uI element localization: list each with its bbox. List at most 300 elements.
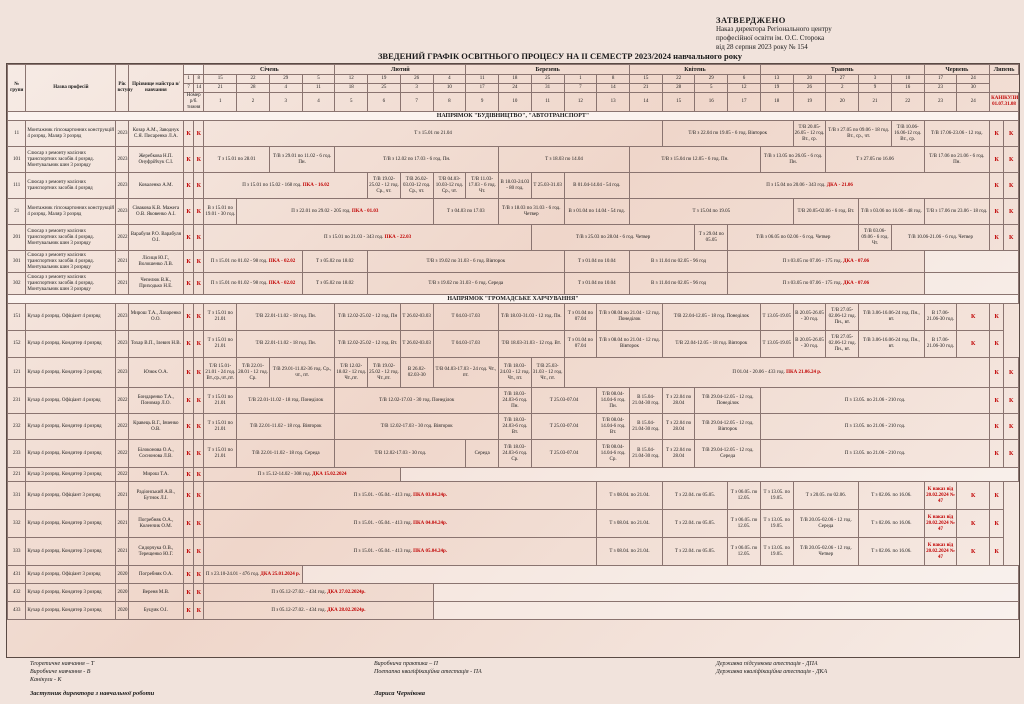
holiday-mark: К [194, 199, 204, 225]
table-row [8, 304, 1019, 331]
schedule-cell [204, 538, 597, 566]
holiday-order: К наказ від 20.02.2024 № 47 [924, 510, 957, 538]
schedule-cell: Т/В з 18.03 по 31.03 - 6 год. Четвер [499, 199, 564, 225]
holiday-mark: К [183, 147, 193, 173]
year: 2020 [116, 602, 128, 620]
holiday-mark: К [194, 602, 204, 620]
month-header: Лютий [335, 65, 466, 75]
sunday-date: 5 [695, 84, 728, 93]
schedule-cell: Т з 15.01 по 21.01 [204, 304, 237, 331]
schedule-cell: В 18.03-24.03 - 80 год. [499, 173, 532, 199]
year: 2023 [116, 358, 128, 388]
month-header: Липень [990, 65, 1019, 75]
sunday-date: 9 [859, 84, 892, 93]
schedule-cell: Т з 01.04 по 07.04 [564, 304, 597, 331]
schedule-cell: Т/В 17.06 по 21.06 - 6 год. Пн. [924, 147, 989, 173]
masters: Буцуяк О.І. [128, 602, 183, 620]
schedule-cell: Т/В з 08.04 по 21.04 - 12 год. Понеділок [597, 304, 662, 331]
year: 2022 [116, 225, 128, 251]
sunday-date: 2 [826, 84, 859, 93]
schedule-cell: Середа [466, 440, 499, 468]
holiday-mark: К [990, 388, 1004, 414]
group-number: 231 [8, 388, 26, 414]
group-number: 331 [8, 482, 26, 510]
monday-date: 4 [433, 75, 466, 84]
schedule-cell: Т з 27.05 по 16.06 [826, 147, 924, 173]
monday-date: 11 [466, 75, 499, 84]
group-number: 431 [8, 566, 26, 584]
holiday-mark: К [194, 331, 204, 358]
holiday-mark: К [1004, 121, 1019, 147]
schedule-cell [204, 566, 302, 584]
week-number: 24 [957, 93, 990, 112]
masters: Кравець В.Г., Івченко О.В. [128, 414, 183, 440]
masters: Чепелюк В.К., Приходько Н.Е. [128, 273, 183, 295]
schedule-text: П з 15.01 по 21.03 - 343 год. [324, 234, 384, 240]
holiday-mark: К [1004, 414, 1019, 440]
attestation-date: ПКА - 02.02 [268, 280, 296, 286]
holiday-mark: К [990, 304, 1004, 331]
legend-right [716, 660, 827, 676]
schedule-cell: Т з 06.05. по 12.05. [728, 510, 761, 538]
schedule-cell: В 26.02-02.03-30 [400, 358, 433, 388]
attestation-date: ДКА 27.02.2024р. [327, 589, 366, 595]
schedule-text: П з 15.01 по 01.02 - 98 год. [210, 280, 268, 286]
profession-name: Кухар 4 розряд. Офіціант 3 розряд [26, 482, 116, 510]
holiday-mark: К [990, 147, 1004, 173]
group-number: 201 [8, 225, 26, 251]
schedule-cell: Т/В 20.05-02.06 - 6 год. Вт. [793, 199, 858, 225]
masters: Козар А.М., Заводнук С.Я. Писаренко Л.А. [128, 121, 183, 147]
table-row [8, 331, 1019, 358]
holiday-mark: К [183, 251, 193, 273]
sunday-date: 30 [957, 84, 990, 93]
holiday-mark: К [183, 225, 193, 251]
attestation-date: ПКА 03.04.24р. [413, 492, 448, 498]
table-row [8, 584, 1019, 602]
masters: Жеребкова Н.П. Онуфрійчук С.І. [128, 147, 183, 173]
holiday-mark: К [183, 388, 193, 414]
table-row [8, 173, 1019, 199]
masters: Тохар В.П., Ілевич Н.В. [128, 331, 183, 358]
masters: Мирош Т.А., Лазаренко О.О. [128, 304, 183, 331]
sunday-date: 3 [400, 84, 433, 93]
holiday-mark: К [957, 482, 990, 510]
schedule-cell: Т/В 19.02-25.02 - 12 год. Чт.,пт. [368, 358, 401, 388]
profession-name: Кухар 4 розряд. Офіціант 3 розряд [26, 566, 116, 584]
schedule-cell: Т/В з 13.05 по 26.05 - 6 год. Пн. [760, 147, 825, 173]
schedule-cell: Т/В 27.05-02.06-12 год. Пн., вт. [826, 304, 859, 331]
schedule-cell: В з 15.01 по 19.01 - 30 год. [204, 199, 237, 225]
group-number: 121 [8, 358, 26, 388]
schedule-text: П з 15.01 по 15.02 - 168 год. [242, 182, 302, 188]
monday-date: 12 [335, 75, 368, 84]
schedule-cell: Т з 08.04. по 21.04. [597, 510, 662, 538]
attestation-date: ПКА - 16.02 [302, 182, 330, 188]
monday-date: 8 [194, 75, 204, 84]
monday-date: 18 [499, 75, 532, 84]
attestation-date: ПКА - 01.03 [351, 208, 379, 214]
schedule-cell: Т з 15.01 по 21.01 [204, 440, 237, 468]
holiday-mark: К [183, 358, 193, 388]
year: 2021 [116, 251, 128, 273]
attestation-date: ПКА 04.04.24р. [413, 520, 448, 526]
table-row [8, 273, 1019, 295]
table-row [8, 468, 1019, 482]
schedule-cell: Т/В з 03.06 по 16.06 - 48 год. [859, 199, 925, 225]
holiday-mark: К [194, 414, 204, 440]
year: 2023 [116, 121, 128, 147]
profession-name: Кухар 4 розряд. Кондитер 4 розряд [26, 440, 116, 468]
schedule-cell: Т з 02.06. по 16.06. [859, 538, 925, 566]
schedule-cell: П з 13.05. по 21.06 - 210 год. [760, 414, 989, 440]
schedule-cell: В з 11.04 по 02.05 - 96 год [629, 251, 727, 273]
group-number: 302 [8, 273, 26, 295]
approval-line: Наказ директора Регіонального центру [716, 25, 832, 33]
holiday-mark: К [1004, 173, 1019, 199]
monday-date: 1 [564, 75, 597, 84]
schedule-text: П 01.04 - 20.06 - 433 год. [732, 369, 785, 375]
schedule-cell: Т з 29.04 по 05.05 [695, 225, 728, 251]
sunday-date: 17 [466, 84, 499, 93]
week-number: 7 [400, 93, 433, 112]
table-row [8, 225, 1019, 251]
year: 2021 [116, 273, 128, 295]
week-number: 3 [269, 93, 302, 112]
monday-date: 13 [760, 75, 793, 84]
schedule-cell: Т/В 22.04-12.05 - 18 год. Вівторок [662, 331, 760, 358]
schedule-text: П з 03.05 по 07.06 - 175 год. [782, 258, 842, 264]
sunday-date: 28 [237, 84, 270, 93]
year: 2020 [116, 584, 128, 602]
schedule-cell: Т з 01.04 по 10.04 [564, 251, 629, 273]
approval-title: ЗАТВЕРДЖЕНО [716, 15, 786, 25]
schedule-cell: Т/В 22.01-11.02 - 18 год. Середа [237, 440, 335, 468]
schedule-cell [204, 225, 531, 251]
schedule-text: П з 05.12-27.02. - 434 год. [271, 607, 326, 613]
monday-date: 15 [629, 75, 662, 84]
col-masters: Прізвище майстра в/навчання [128, 65, 183, 112]
masters: Радіонський А.В., Бутнок Л.І. [128, 482, 183, 510]
year: 2022 [116, 414, 128, 440]
schedule-cell: Т з 08.04. по 21.04. [597, 482, 662, 510]
holiday-mark: К [183, 440, 193, 468]
schedule-cell: Т/В 03.06-09.06 - 6 год. Чт. [859, 225, 892, 251]
year: 2021 [116, 482, 128, 510]
schedule-cell: Т/В 29.01-11.02-36 год. Ср., чт., пт. [269, 358, 334, 388]
attestation-date: ДКА - 07.06 [843, 258, 870, 264]
schedule-cell: Т/В з 25.03 по 28.04 - 6 год. Четвер [531, 225, 695, 251]
schedule-cell: Т/В з 17.06 по 23.06 - 18 год. [924, 199, 989, 225]
schedule-cell [204, 482, 597, 510]
holiday-mark: К [990, 173, 1004, 199]
table-row [8, 414, 1019, 440]
table-row [8, 121, 1019, 147]
holiday-mark: К [194, 510, 204, 538]
attestation-date: ДКА - 21.06 [826, 182, 853, 188]
schedule-cell: Т з 22.04 по 28.04 [662, 440, 695, 468]
masters: Бондаренко Т.А., Пономар Л.О. [128, 388, 183, 414]
holiday-mark: К [990, 358, 1004, 388]
schedule-cell: Т 25.03-31.03 [531, 173, 564, 199]
holiday-mark: К [183, 566, 193, 584]
schedule-cell: Т/В 18.03-24.03 - 12 год. Чт., пт. [499, 358, 532, 388]
holiday-mark: К [183, 121, 193, 147]
monday-date: 15 [204, 75, 237, 84]
masters: Погребняк О.А., Коленчик О.М. [128, 510, 183, 538]
holiday-mark: К [990, 121, 1004, 147]
holiday-mark: К [194, 251, 204, 273]
week-number: 22 [891, 93, 924, 112]
schedule-text: П з 15.04 по 20.06 - 343 год. [766, 182, 826, 188]
schedule-cell: Т з 06.05. по 12.05. [728, 538, 761, 566]
schedule-cell: В 17.06-21.06-30 год. [924, 331, 957, 358]
group-number: 101 [8, 147, 26, 173]
table-row [8, 510, 1019, 538]
monday-date: 24 [957, 75, 990, 84]
group-number: 333 [8, 538, 26, 566]
col-profession: Назва професій [26, 65, 116, 112]
masters: Коваленко А.М. [128, 173, 183, 199]
week-number: 23 [924, 93, 957, 112]
monday-date: 25 [531, 75, 564, 84]
table-row [8, 147, 1019, 173]
direction-header: НАПРЯМОК "ГРОМАДСЬКЕ ХАРЧУВАННЯ" [8, 295, 1019, 304]
holiday-mark: К [183, 331, 193, 358]
schedule-cell: Т/В 12.02-17.03 - 30 год. Понеділок [335, 388, 499, 414]
schedule-cell: Т з 15.01 по 21.01 [204, 331, 237, 358]
signature-role: Заступник директора з навчальної роботи [30, 690, 155, 697]
schedule-cell: Т/В 29.04-12.05 - 12 год. Вівторок [695, 414, 760, 440]
schedule-cell: Т/В 20.05-02.06 - 12 год. Четвер [793, 538, 858, 566]
legend-item: Виробниче навчання - В [30, 669, 91, 675]
group-number: 151 [8, 304, 26, 331]
sunday-date: 14 [194, 84, 204, 93]
table-row [8, 566, 1019, 584]
schedule-cell: Т 13.05-19.05 [760, 304, 793, 331]
sunday-date: 10 [433, 84, 466, 93]
profession-name: Слюсар з ремонту колісних транспортних засобів 4 розряд. Монтувальник шин 3 розряду [26, 273, 116, 295]
holiday-mark: К [183, 273, 193, 295]
attestation-date: ПКА 21.06.24 р. [786, 369, 822, 375]
holiday-mark: К [1004, 199, 1019, 225]
schedule-cell: Т/В 26.02-03.03-12 год. Ср., чт. [400, 173, 433, 199]
sunday-date: 28 [662, 84, 695, 93]
schedule-cell: Т з 02.06. по 16.06. [859, 482, 925, 510]
profession-name: Кухар 4 розряд. Офіціант 4 розряд [26, 304, 116, 331]
schedule-cell: Т/В з 06.05 по 02.06 - 6 год. Четвер [728, 225, 859, 251]
legend-item: Канікули - К [30, 677, 62, 683]
year: 2021 [116, 510, 128, 538]
sunday-date: 4 [269, 84, 302, 93]
schedule-cell: Т/В 18.03-31.03 - 12 год. Вт. [499, 331, 564, 358]
holiday-mark: К [183, 584, 193, 602]
schedule-cell: Т 13.05-19.05 [760, 331, 793, 358]
masters: Погребняк О.А. [128, 566, 183, 584]
group-number: 332 [8, 510, 26, 538]
holiday-mark: К [990, 510, 1004, 538]
year: 2023 [116, 331, 128, 358]
holiday-mark: К [194, 566, 204, 584]
schedule-cell: П з 13.05. по 21.06 - 210 год. [760, 388, 989, 414]
profession-name: Монтажник гіпсокартонних конструкцій 4 розряд. Маляр 3 розряд [26, 199, 116, 225]
group-number: 232 [8, 414, 26, 440]
schedule-cell: Т з 22.04. по 05.05. [662, 510, 727, 538]
schedule-text: П з 15.01. - 05.04. - 413 год. [353, 520, 412, 526]
schedule-cell: В з 01.04 по 14.04 - 54 год. [564, 199, 629, 225]
schedule-cell: Т/В 18.03-24.03-6 год. Ср. [499, 440, 532, 468]
monday-date: 29 [695, 75, 728, 84]
schedule-cell: Т/В 10.06-21.06 - 6 год. Четвер [891, 225, 989, 251]
schedule-cell: Т/В 22.04-12.05 - 18 год. Понеділок [662, 304, 760, 331]
schedule-cell: Т з 08.04. по 21.04. [597, 538, 662, 566]
schedule-cell: Т з 15.01 по 21.01 [204, 414, 237, 440]
schedule-cell: В 15.04-21.04-30 год. [629, 414, 662, 440]
profession-name: Кухар 4 розряд. Кондитер 4 розряд [26, 331, 116, 358]
profession-name: Кухар 4 розряд. Кондитер 3 розряд [26, 602, 116, 620]
schedule-cell: Т/В з 08.04 по 21.04 - 12 год. Вівторок [597, 331, 662, 358]
schedule-cell: Т 26.02-03.03 [400, 304, 433, 331]
week-number: 14 [629, 93, 662, 112]
attestation-date: ДКА 28.02.2024р. [327, 607, 366, 613]
schedule-cell: Т/В 12.02-17.03 - 30 год. Вівторок [335, 414, 499, 440]
schedule-cell [204, 584, 433, 602]
masters: Варабуля Р.О. Варабуля О.І. [128, 225, 183, 251]
holiday-mark: К [194, 468, 204, 482]
holiday-mark: К [194, 388, 204, 414]
schedule-cell: Т 04.03-17.03 [433, 304, 499, 331]
holiday-mark: К [194, 173, 204, 199]
holiday-mark: К [1004, 225, 1019, 251]
holiday-mark: К [957, 510, 990, 538]
schedule-cell: В 15.04-21.04-30 год. [629, 440, 662, 468]
col-year: Рік вступу [116, 65, 128, 112]
week-number: 20 [826, 93, 859, 112]
profession-name: Слюсар з ремонту колісних транспортних засобів 4 розряд. Монтувальник шин 3 розряду [26, 225, 116, 251]
holiday-mark: К [183, 538, 193, 566]
schedule-cell: Т/В 04.03-17.03 - 24 год. Чт., пт. [433, 358, 499, 388]
week-number: 17 [728, 93, 761, 112]
legend-left [30, 660, 94, 684]
schedule-cell: Т/В 10.06-16.06-12 год. Вт., ср. [891, 121, 924, 147]
week-number: 19 [793, 93, 826, 112]
schedule-cell: В 17.06-21.06-30 год. [924, 304, 957, 331]
monday-date: 8 [597, 75, 630, 84]
sunday-date: 24 [499, 84, 532, 93]
schedule-cell: Т/В 3.06-16.06-24 год. Пн., вт. [859, 304, 925, 331]
legend-item: Поетапна кваліфікаційна атестація - ПА [374, 669, 482, 675]
sunday-date: 11 [302, 84, 335, 93]
profession-name: Слюсар з ремонту колісних транспортних засобів 4 розряд. Монтувальник шин 3 розряду [26, 251, 116, 273]
holiday-mark: К [990, 414, 1004, 440]
schedule-cell: Т з 20.05. по 02.06. [793, 482, 858, 510]
week-number: 9 [466, 93, 499, 112]
monday-date: 22 [237, 75, 270, 84]
schedule-cell: Т/В 29.04-12.05 - 12 год. Понеділок [695, 388, 760, 414]
sunday-date: 26 [793, 84, 826, 93]
schedule-cell: Т/В 22.01-11.02 - 18 год. Понеділок [237, 388, 335, 414]
schedule-cell: Т з 18.03 по 14.04 [499, 147, 630, 173]
monday-date: 6 [728, 75, 761, 84]
year: 2020 [116, 566, 128, 584]
schedule-cell: Т/В 04.03-10.03-12 год. Ср., чт. [433, 173, 466, 199]
table-row [8, 538, 1019, 566]
schedule-text: П з 22.01 по 29.02 - 205 год. [291, 208, 351, 214]
holiday-mark: К [183, 510, 193, 538]
holiday-mark: К [194, 358, 204, 388]
schedule-cell: Т/В з 19.02 по 31.03 - 6 год. Вівторок [368, 251, 564, 273]
group-number: 221 [8, 468, 26, 482]
group-number: 432 [8, 584, 26, 602]
schedule-text: П з 15.01. - 05.04. - 413 год. [353, 548, 412, 554]
schedule-cell: Т з 13.05. по 19.05. [760, 482, 793, 510]
week-number-label: Номер р/б. тижня [183, 93, 203, 112]
schedule-cell: Т з 22.04 по 28.04 [662, 414, 695, 440]
holiday-mark: К [957, 331, 990, 358]
sunday-date: 25 [368, 84, 401, 93]
schedule-cell: Т/В з 29.01 по 11.02 - 6 год. Пн. [269, 147, 334, 173]
schedule-cell: Т з 13.05. по 19.05. [760, 538, 793, 566]
year: 2021 [116, 538, 128, 566]
schedule-cell [204, 173, 368, 199]
sunday-date: 21 [629, 84, 662, 93]
holiday-mark: К [990, 538, 1004, 566]
masters: Лісиця Ю.Г., Волошенко Л.В. [128, 251, 183, 273]
masters: Юзюк О.А. [128, 358, 183, 388]
holiday-mark: К [990, 331, 1004, 358]
schedule-cell: Т з 15.01 по 21.04 [204, 121, 662, 147]
holiday-order: К наказ від 20.02.2024 № 47 [924, 482, 957, 510]
schedule-cell: Т 04.03-17.03 [433, 331, 499, 358]
month-header: Квітень [629, 65, 760, 75]
schedule-text: П з 15.01 по 01.02 - 98 год. [210, 258, 268, 264]
direction-header: НАПРЯМОК "БУДІВНИЦТВО", "АВТОТРАНСПОРТ" [8, 112, 1019, 121]
week-number: 15 [662, 93, 695, 112]
schedule-cell: Т з 15.01 по 28.01 [204, 147, 269, 173]
schedule-cell: Т/В 22.01-11.02 - 18 год. Пн. [237, 331, 335, 358]
monday-date: 26 [400, 75, 433, 84]
schedule-cell: Т/В 17.06-23.06 - 12 год. [924, 121, 989, 147]
schedule-cell: Т/В 12.02-18.02 - 12 год. Чт.,пт. [335, 358, 368, 388]
year: 2022 [116, 388, 128, 414]
schedule-cell: Т з 04.03 по 17.03 [433, 199, 499, 225]
profession-name: Кухар 3 розряд. Кондитер 3 розряд [26, 468, 116, 482]
schedule-cell: Т/В 20.05-02.06 - 12 год. Середа [793, 510, 858, 538]
group-number: 11 [8, 121, 26, 147]
schedule-cell: Т/В 29.04-12.05 - 12 год. Середа [695, 440, 760, 468]
attestation-date: ПКА 05.04.24р. [413, 548, 448, 554]
week-number: 21 [859, 93, 892, 112]
schedule-cell: Т/В 22.01-11.02 - 18 год. Вівторок [237, 414, 335, 440]
week-number: 4 [302, 93, 335, 112]
schedule-cell: Т з 15.04 по 19.05 [629, 199, 793, 225]
schedule-cell: Т/В 22.01-28.01 - 12 год. Ср. [237, 358, 270, 388]
schedule-cell: Т з 05.02 по 18.02 [302, 273, 367, 295]
week-number: 12 [564, 93, 597, 112]
schedule-cell: Т/В 08.04-14.04-6 год. Вт. [597, 414, 630, 440]
profession-name: Слюсар з ремонту колісних транспортних засобів 4 розряд [26, 173, 116, 199]
profession-name: Кухар 4 розряд. Кондитер 3 розряд [26, 538, 116, 566]
schedule-text: П з 05.12-27.02. - 434 год. [271, 589, 326, 595]
attestation-date: ПКА - 02.02 [268, 258, 296, 264]
week-number: 13 [597, 93, 630, 112]
attestation-date: ДКА - 07.06 [843, 280, 870, 286]
holiday-mark: К [183, 199, 193, 225]
schedule-cell: Т 25.03-07.04 [531, 414, 596, 440]
schedule-cell: Т/В з 27.05 по 09.06 - 18 год. Вт., ср., чт. [826, 121, 891, 147]
group-number: 433 [8, 602, 26, 620]
holiday-mark: К [1004, 388, 1019, 414]
